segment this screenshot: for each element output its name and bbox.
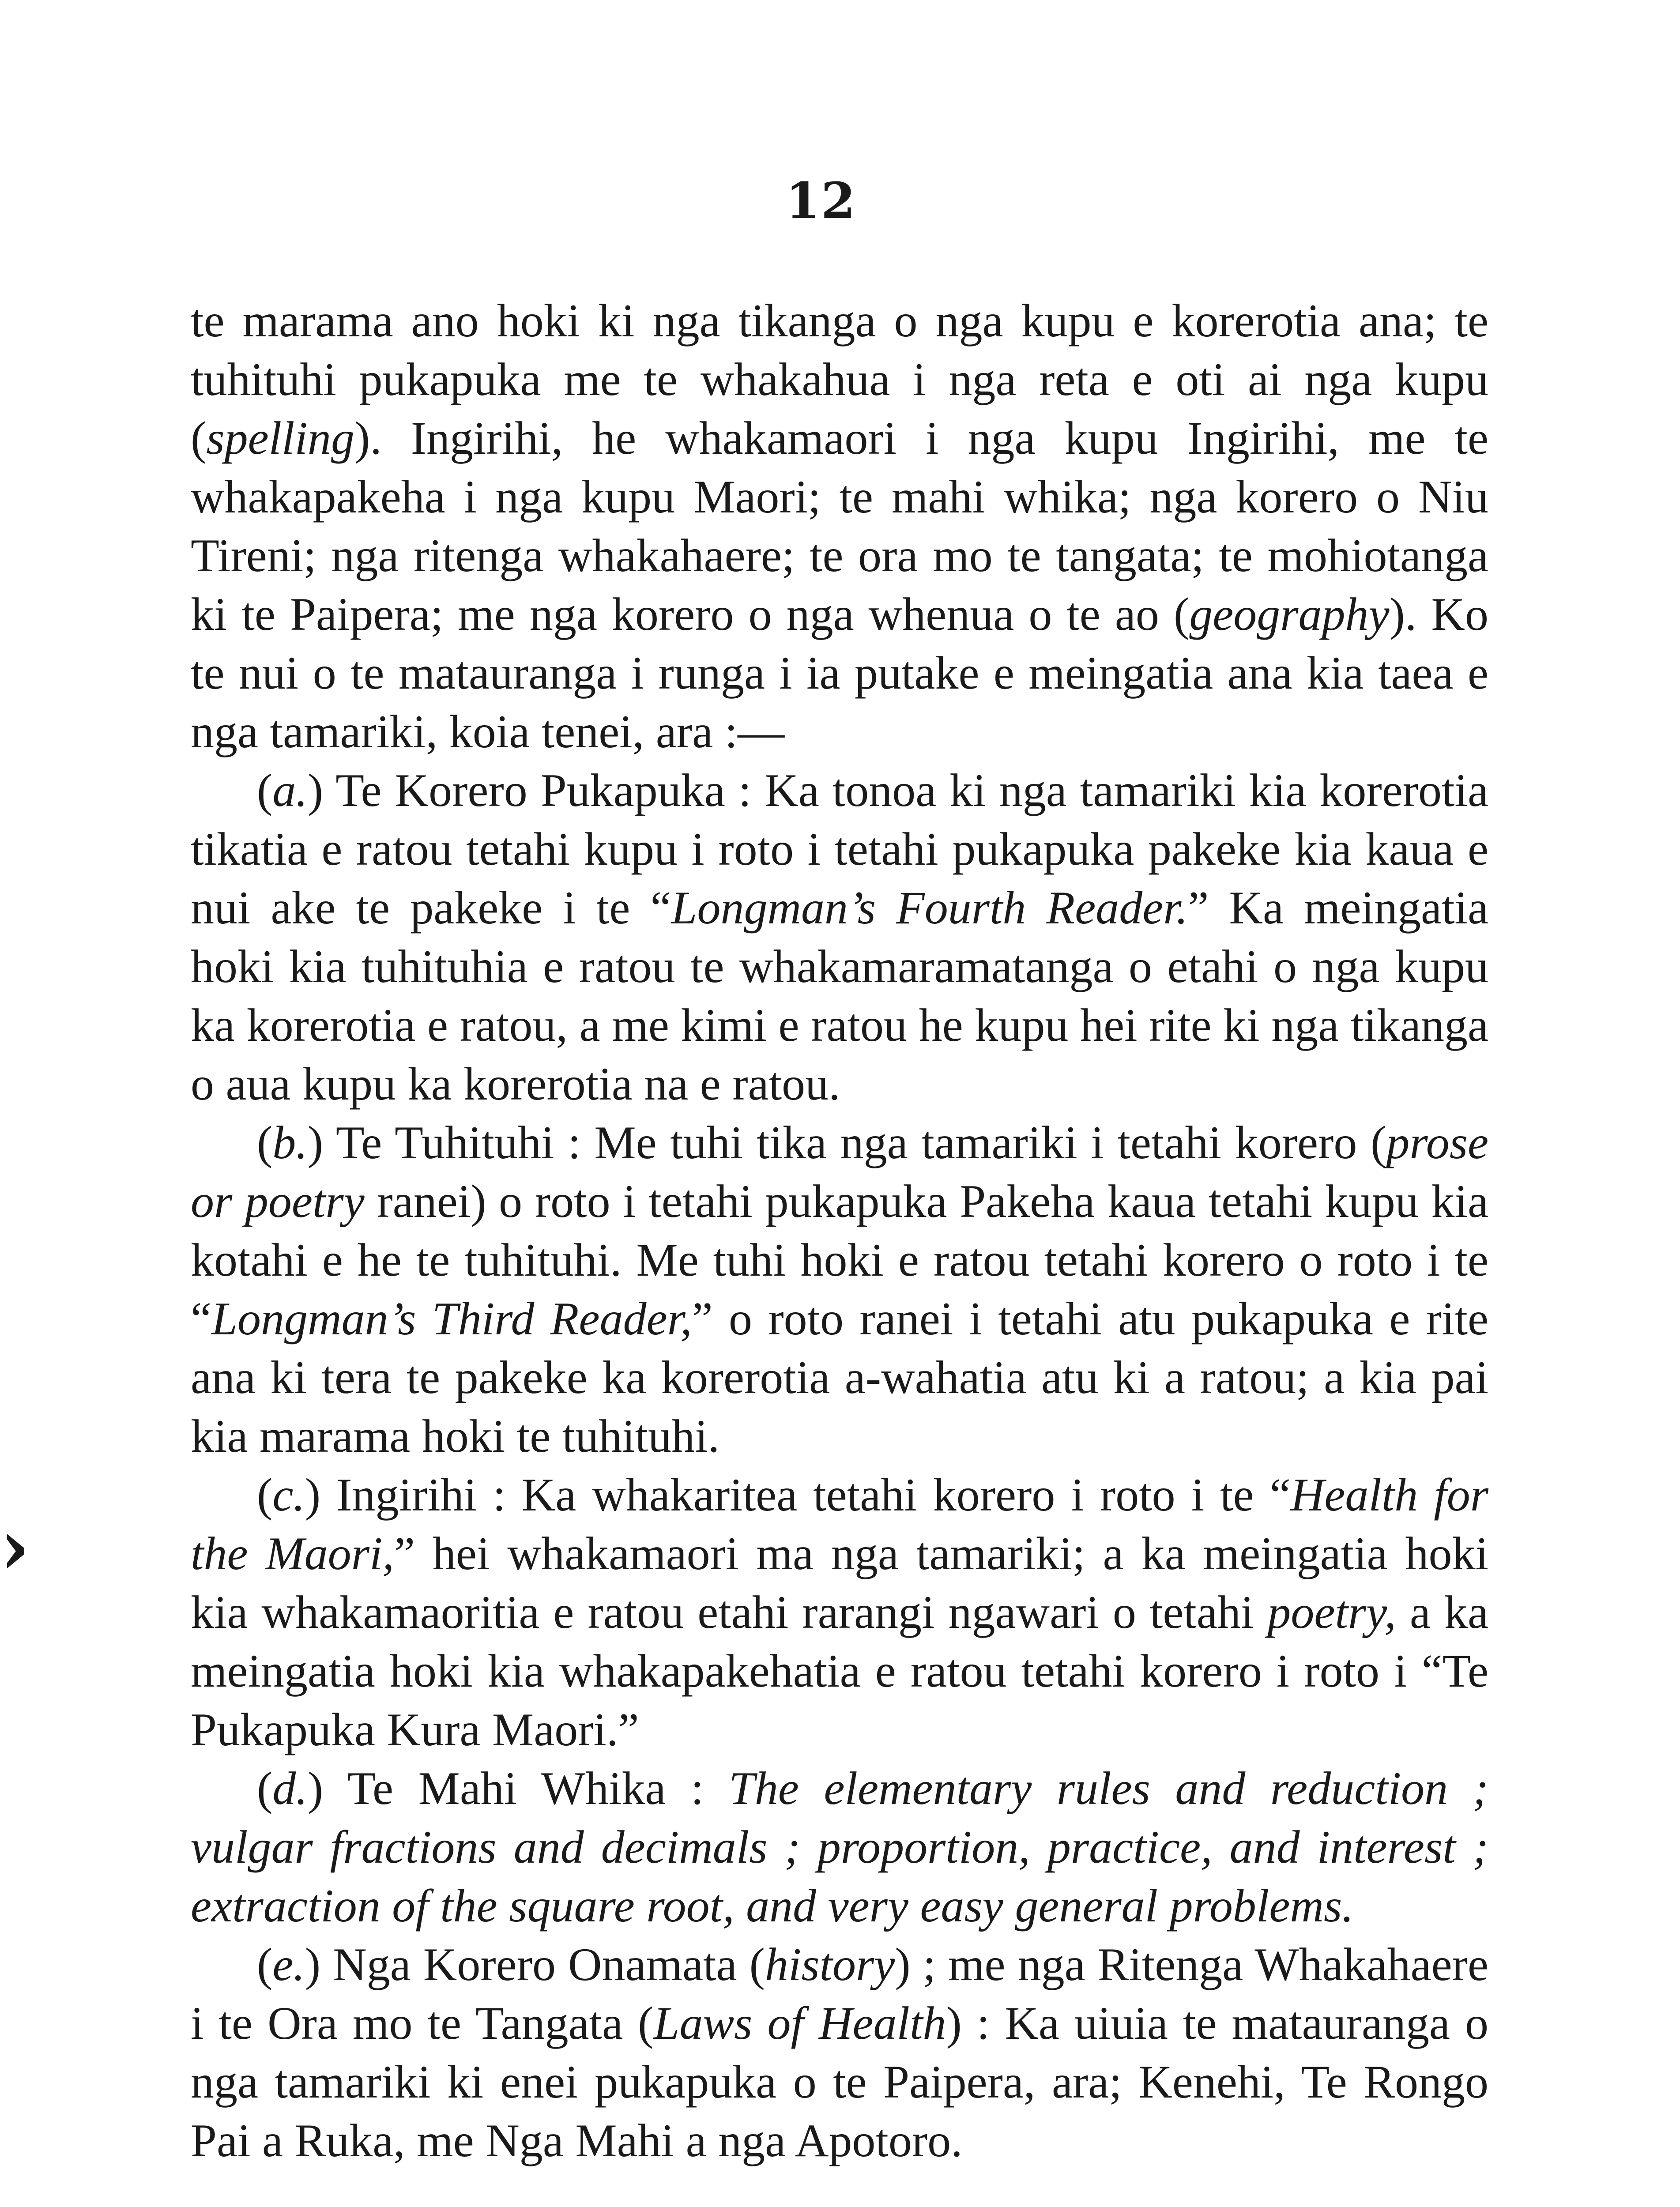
intro-text-2: ). Ingirihi, he whakamaori i nga kupu Ingirihi, me te whakapakeha i nga kupu Maori; te mahi whika; nga korero o Niu Tireni; nga ritenga whakahaere; te ora mo te tangata; te mohiotanga ki te Paipera; me nga korero o nga whenua o te ao ( xyxy=(191,412,1488,640)
item-a-text-1: Te Korero Pukapuka : Ka tonoa ki nga tamariki kia korerotia tikatia e ratou tetahi kupu i roto i tetahi pukapuka pakeke kia kaua e nui ake te pakeke i te “ xyxy=(191,765,1488,934)
intro-italic-geography: geography xyxy=(1189,588,1390,640)
item-a-italic-1: Longman’s Fourth Reader. xyxy=(671,882,1188,934)
item-c-letter: c. xyxy=(272,1469,305,1521)
intro-italic-spelling: spelling xyxy=(206,412,354,464)
item-d-text-1: Te Mahi Whika : xyxy=(347,1763,729,1814)
item-e-text-3: ) : Ka uiuia te matauranga o nga tamariki ki enei pukapuka o te Paipera, ara; Kenehi, Te Rongo Pai a Ruka, me Nga Mahi a nga Apotoro. xyxy=(191,1997,1489,2166)
item-e-text-2: ) ; me nga Ritenga Whakahaere i te Ora mo te Tangata ( xyxy=(191,1939,1488,2049)
item-a-text-2: ” Ka meingatia hoki kia tuhituhia e ratou te whakamaramatanga o etahi o nga kupu ka korerotia e ratou, a me kimi e ratou he kupu hei rite ki nga tikanga o aua kupu ka korerotia na e ratou. xyxy=(191,882,1489,1110)
item-c-text-2: ” hei whakamaori ma nga tamariki; a ka meingatia hoki kia whakamaoritia e ratou etahi rarangi ngawari o tetahi xyxy=(191,1528,1489,1638)
item-b-text-3: ” o roto ranei i tetahi atu pukapuka e rite ana ki tera te pakeke ka korerotia a-wahatia atu ki a ratou; a kia pai kia marama hoki te tuhituhi. xyxy=(191,1293,1488,1462)
item-b-text-2: ranei) o roto i tetahi pukapuka Pakeha kaua tetahi kupu kia kotahi e he te tuhituhi. Me tuhi hoki e ratou tetahi korero o roto i te “ xyxy=(191,1175,1488,1345)
item-d-letter: d. xyxy=(272,1763,308,1814)
item-c-italic-2: poetry, xyxy=(1267,1586,1396,1638)
item-e-italic-1: history xyxy=(765,1939,895,1990)
item-c-paragraph: (c.) Ingirihi : Ka whakaritea tetahi korero i roto i te “Health for the Maori,” hei whakamaori ma nga tamariki; a ka meingatia hoki kia whakamaoritia e ratou etahi rarangi ngawari o tetahi poetry, a ka meingatia hoki kia whakapakehatia e ratou tetahi korero i roto i “Te Pukapuka Kura Maori.” xyxy=(191,1469,1489,1755)
item-d-paragraph: (d.) Te Mahi Whika : The elementary rules and reduction ; vulgar fractions and decimals ; proportion, practice, and interest ; extraction of the square root, and very easy general problems. xyxy=(191,1763,1488,1932)
intro-paragraph xyxy=(191,291,1488,761)
item-e-paragraph: (e.) Nga Korero Onamata (history) ; me nga Ritenga Whakahaere i te Ora mo te Tangata (Laws of Health) : Ka uiuia te matauranga o nga tamariki ki enei pukapuka o te Paipera, ara; Kenehi, Te Rongo Pai a Ruka, me Nga Mahi a nga Apotoro. xyxy=(191,1939,1489,2166)
item-e-text-1: Nga Korero Onamata ( xyxy=(333,1939,765,1990)
item-b-italic-1: prose or poetry xyxy=(191,1117,1488,1227)
page-number: 12 xyxy=(786,172,856,230)
item-a-paragraph: (a.) Te Korero Pukapuka : Ka tonoa ki nga tamariki kia korerotia tikatia e ratou tetahi kupu i roto i tetahi pukapuka pakeke kia kaua e nui ake te pakeke i te “Longman’s Fourth Reader.” Ka meingatia hoki kia tuhituhia e ratou te whakamaramatanga o etahi o nga kupu ka korerotia e ratou, a me kimi e ratou he kupu hei rite ki nga tikanga o aua kupu ka korerotia na e ratou. xyxy=(191,765,1489,1110)
item-c-text-1: Ingirihi : Ka whakaritea tetahi korero i roto i te “ xyxy=(336,1469,1291,1521)
item-b-italic-2: Longman’s Third Reader, xyxy=(211,1293,692,1345)
item-d-italic-1: The elementary rules and reduction ; vulgar fractions and decimals ; proportion, practice, and interest ; extraction of the square root, and very easy general problems. xyxy=(191,1763,1488,1932)
intro-text-1: te marama ano hoki ki nga tikanga o nga kupu e korerotia ana; te tuhituhi pukapuka me te whakahua i nga reta e oti ai nga kupu ( xyxy=(191,295,1488,464)
item-b-paragraph: (b.) Te Tuhituhi : Me tuhi tika nga tamariki i tetahi korero (prose or poetry ranei) o roto i tetahi pukapuka Pakeha kaua tetahi kupu kia kotahi e he te tuhituhi. Me tuhi hoki e ratou tetahi korero o roto i te “Longman’s Third Reader,” o roto ranei i tetahi atu pukapuka e rite ana ki tera te pakeke ka korerotia a-wahatia atu ki a ratou; a kia pai kia marama hoki te tuhituhi. xyxy=(191,1117,1488,1462)
item-e-letter: e. xyxy=(272,1939,305,1990)
intro-text-3: ). Ko te nui o te matauranga i runga i ia putake e meingatia ana kia taea e nga tamariki, koia tenei, ara :— xyxy=(191,588,1488,757)
item-b-letter: b. xyxy=(272,1117,308,1168)
margin-arrow-mark: › xyxy=(0,1503,30,1591)
document-body xyxy=(191,291,1488,2170)
item-a-letter: a. xyxy=(272,765,308,816)
item-e-italic-2: Laws of Health xyxy=(653,1997,946,2049)
item-c-text-3: a ka meingatia hoki kia whakapakehatia e ratou tetahi korero i roto i “Te Pukapuka Kura Maori.” xyxy=(191,1586,1488,1755)
item-b-text-1: Te Tuhituhi : Me tuhi tika nga tamariki i tetahi korero ( xyxy=(335,1117,1386,1168)
item-c-italic-1: Health for the Maori, xyxy=(191,1469,1488,1579)
